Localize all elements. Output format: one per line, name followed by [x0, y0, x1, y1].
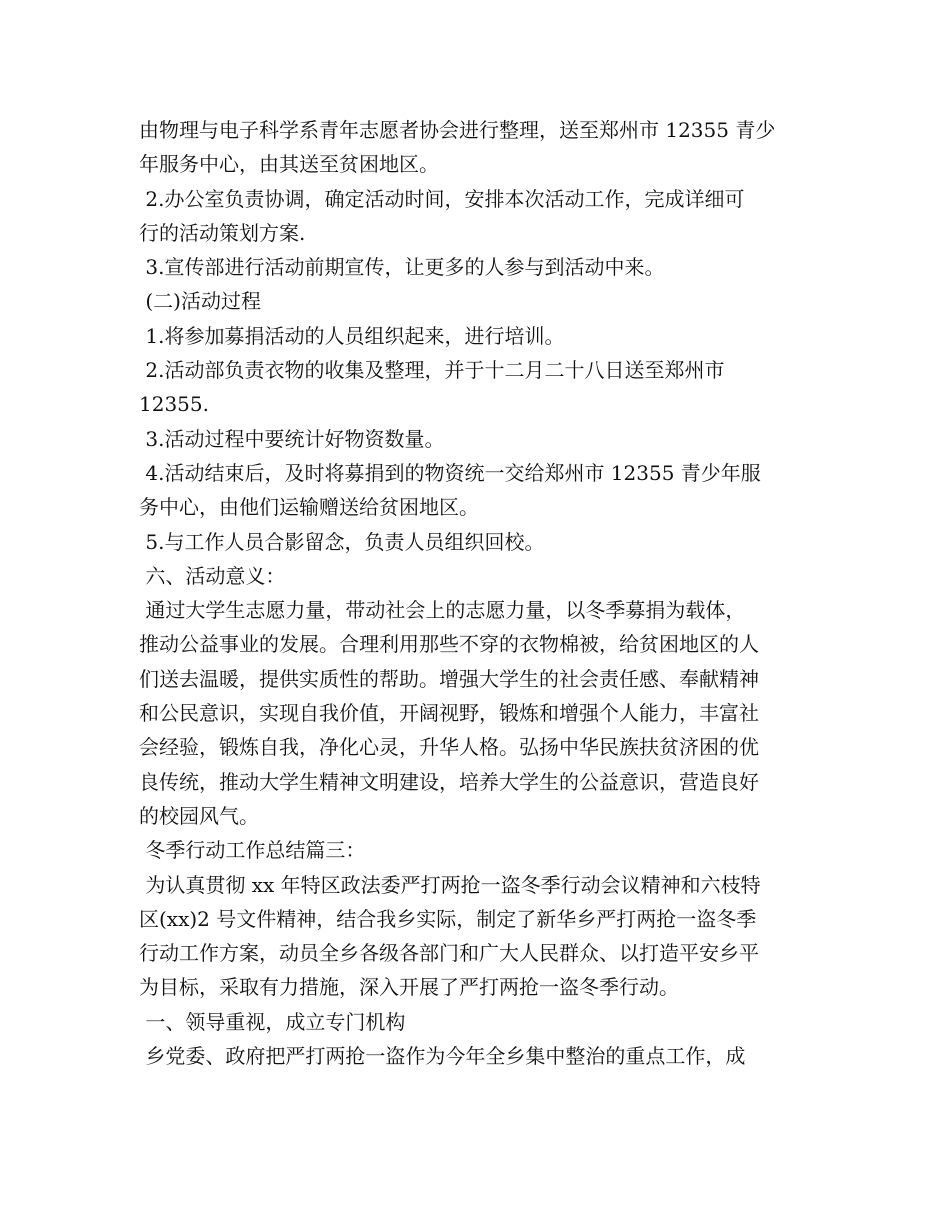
text-line-8: 2.活动部负责衣物的收集及整理，并于十二月二十八日送至郑州市 — [139, 358, 725, 383]
text-line-7: 1.将参加募捐活动的人员组织起来，进行培训。 — [139, 323, 565, 348]
text-line-18: 和公民意识，实现自我价值，开阔视野，锻炼和增强个人能力，丰富社 — [139, 701, 759, 726]
document-body — [139, 113, 819, 1073]
text-line-19: 会经验，锻炼自我，净化心灵，升华人格。弘扬中华民族扶贫济困的优 — [139, 735, 759, 760]
section-heading-activity-process: (二)活动过程 — [139, 289, 261, 314]
text-line-24: 区(xx)2 号文件精神，结合我乡实际，制定了新华乡严打两抢一盗冬季 — [139, 906, 757, 931]
text-line-21: 的校园风气。 — [139, 803, 259, 828]
text-line-26: 为目标，采取有力措施，深入开展了严打两抢一盗冬季行动。 — [139, 975, 679, 1000]
text-line-15: 通过大学生志愿力量，带动社会上的志愿力量，以冬季募捐为载体， — [139, 598, 746, 623]
text-line-5: 3.宣传部进行活动前期宣传，让更多的人参与到活动中来。 — [139, 255, 665, 280]
text-line-28: 乡党委、政府把严打两抢一盗作为今年全乡集中整治的重点工作，成 — [139, 1044, 746, 1069]
text-line-4: 行的活动策划方案. — [139, 220, 306, 245]
text-line-12: 务中心，由他们运输赠送给贫困地区。 — [139, 495, 479, 520]
text-line-13: 5.与工作人员合影留念，负责人员组织回校。 — [139, 529, 545, 554]
text-line-2: 年服务中心，由其送至贫困地区。 — [139, 152, 439, 177]
text-line-9: 12355. — [139, 392, 209, 417]
text-line-11: 4.活动结束后，及时将募捐到的物资统一交给郑州市 12355 青少年服 — [139, 460, 761, 485]
text-line-20: 良传统，推动大学生精神文明建设，培养大学生的公益意识，营造良好 — [139, 769, 759, 794]
section-heading-summary-part-three: 冬季行动工作总结篇三： — [139, 838, 366, 863]
section-heading-activity-significance: 六、活动意义： — [139, 563, 286, 588]
section-heading-leadership: 一、领导重视，成立专门机构 — [139, 1009, 406, 1034]
text-line-25: 行动工作方案，动员全乡各级各部门和广大人民群众、以打造平安乡平 — [139, 941, 759, 966]
text-line-23: 为认真贯彻 xx 年特区政法委严打两抢一盗冬季行动会议精神和六枝特 — [139, 872, 761, 897]
text-line-17: 们送去温暖，提供实质性的帮助。增强大学生的社会责任感、奉献精神 — [139, 666, 759, 691]
text-line-3: 2.办公室负责协调，确定活动时间，安排本次活动工作，完成详细可 — [139, 186, 745, 211]
text-line-10: 3.活动过程中要统计好物资数量。 — [139, 426, 445, 451]
text-line-16: 推动公益事业的发展。合理利用那些不穿的衣物棉被，给贫困地区的人 — [139, 632, 759, 657]
text-line-1: 由物理与电子科学系青年志愿者协会进行整理，送至郑州市 12355 青少 — [139, 118, 776, 142]
